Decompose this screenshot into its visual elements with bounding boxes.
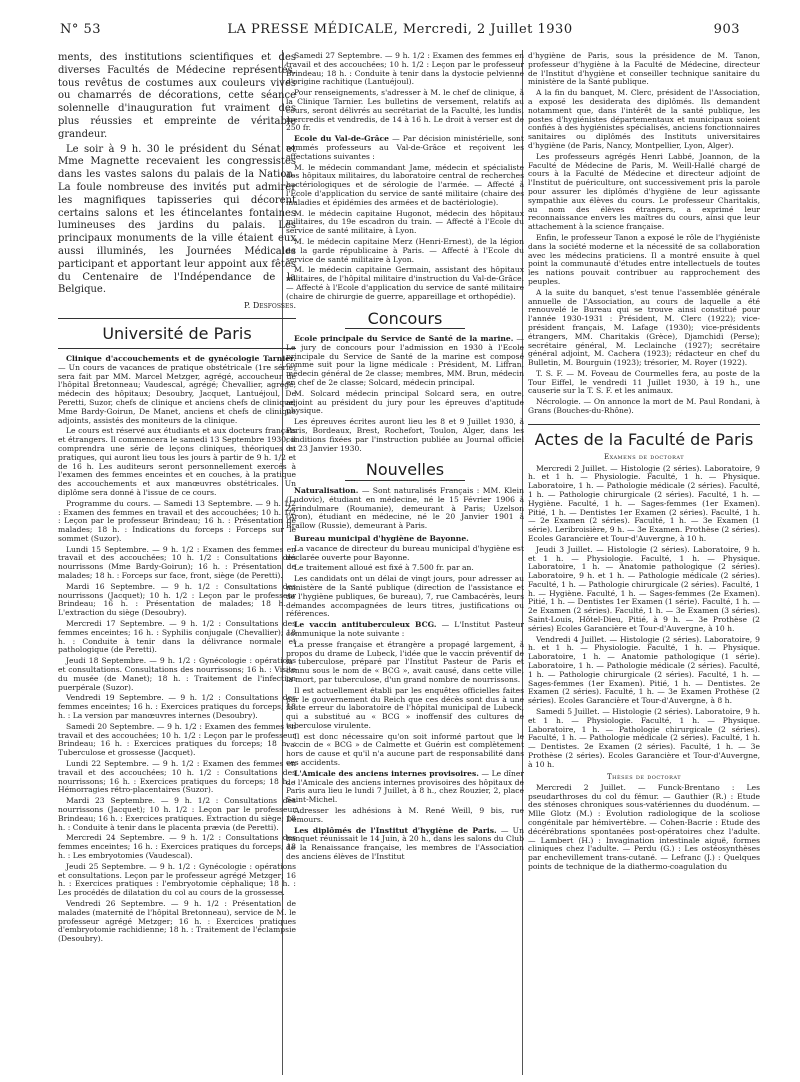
item-text: — Par décision ministérielle, sont nommés professeurs au Val-de-Grâce et reçoivent les affectations suivantes : <box>286 134 524 161</box>
item-text: — Sont naturalisés Français : MM. Klein (Ludovic), étudiant en médecine, né le 15 Février 1906 à Zerindulmare (Roumanie), demeurant à Paris; Uzelson (Aron), étudiant en médecine, né le 20 Janvier 1901 à Braïlow (Russie), demeurant à Paris. <box>286 485 524 531</box>
program-item: Mardi 16 Septembre. — 9 h. 1/2 : Consultations des nourrissons (Jacquet); 10 h. 1/2 : Leçon par le professeur Brindeau; 16 h. : Présentation de malades; 18 h. : L'extraction du siège (Desoubry). <box>58 581 296 618</box>
column-1 <box>58 52 296 1072</box>
exam-entry: Jeudi 3 Juillet. — Histologie (2 séries). Laboratoire, 9 h. et 1 h. — Physiologie. Faculté, 1 h. — Physique. Laboratoire, 1 h. — Anatomie pathologique (2 séries). Laboratoire, 9 h. et 1 h. — Pathologie médicale (2 séries). Faculté, 1 h. — Pathologie chirurgicale (2 séries). Faculté, 1 h. — Hygiène. Faculté, 1 h. — Sages-femmes (2e Examen). Pitié, 1 h. — Dentistes 1er Examen (1 série). Faculté, 1 h. — 2e Examen (2 séries). Faculté, 1 h. — 3e Examen (3 séries). Saint-Louis, Hôtel-Dieu, Pitié, à 9 h. — 3e Prothèse (2 séries) Ecoles Garancière et Tour-d'Auvergne, à 10 h. <box>528 544 760 633</box>
paragraph <box>286 135 524 161</box>
section-title: Nouvelles <box>345 461 465 481</box>
item-heading: Bureau municipal d'hygiène de Bayonne. <box>294 533 469 543</box>
paragraph: Enfin, le professeur Tanon a exposé le rôle de l'hygiéniste dans la société moderne et la nécessité de sa collaboration avec les médecins praticiens. Il a montré ensuite à quel point la communauté d'études entre intellectuels de toutes les nations pouvait contribuer au rapprochement des peuples. <box>528 232 760 286</box>
paragraph: Les candidats ont un délai de vingt jours, pour adresser au ministère de la Santé publique (direction de l'assistance et de l'hygiène publiques, 6e bureau), 7, rue Cambacérès, leurs demandes accompagnées de leurs titres, justifications ou références. <box>286 574 524 619</box>
item-heading: Le vaccin antituberculeux BCG. <box>294 620 437 630</box>
paragraph: Les épreuves écrites auront lieu les 8 et 9 Juillet 1930, à Paris, Bordeaux, Brest, Rochefort, Toulon, Alger, dans les conditions fixées par l'instruction publiée au Journal officiel du 23 Janvier 1930. <box>286 417 524 453</box>
section-title: Université de Paris <box>102 324 252 344</box>
paragraph: La presse française et étrangère a propagé largement, à propos du drame de Lubeck, l'idée que le vaccin préventif de la tuberculose, préparé par l'Institut Pasteur de Paris et connu sous le nom de « BCG », avait causé, dans cette ville, la mort, par tuberculose, d'un grand nombre de nourrissons. <box>286 639 524 684</box>
paragraph: d'hygiène de Paris, sous la présidence de M. Tanon, professeur d'hygiène à la Faculté de Médecine, directeur de l'Institut d'hygiène et conseiller technique sanitaire du ministère de la Santé publique. <box>528 52 760 87</box>
paragraph: M. Solcard médecin principal Solcard sera, en outre, adjoint au président du jury pour les épreuves d'aptitude physique. <box>286 388 524 416</box>
paragraph: Il est actuellement établi par les enquêtes officielles faites par le gouvernement du Reich que ces décès sont dus à une faute erreur du laboratoire de l'hôpital municipal de Lubeck, qui a substitué au « BCG » inoffensif des cultures de tuberculose virulente. <box>286 685 524 730</box>
list-item: M. le médecin capitaine Merz (Henri-Ernest), de la légion de la garde républicaine à Paris. — Affecté à l'Ecole du service de santé militaire à Lyon. <box>286 236 524 264</box>
column-3 <box>528 52 760 1072</box>
paragraph: Nécrologie. — On annonce la mort de M. Paul Rondani, à Grans (Bouches-du-Rhône). <box>528 397 760 416</box>
divider <box>58 318 296 319</box>
column-2 <box>286 52 524 1072</box>
divider <box>528 424 760 425</box>
item-text: — Le dîner de l'Amicale des anciens internes provisoires des hôpitaux de Paris aura lieu le lundi 7 Juillet, à 8 h., chez Rouzier, 2, place Saint-Michel. <box>286 768 524 805</box>
divider <box>58 348 296 349</box>
signature: P. Desfosses. <box>244 301 296 311</box>
subsection-label: Examens de doctorat <box>603 453 685 462</box>
exam-entry: Mercredi 2 Juillet. — Histologie (2 séries). Laboratoire, 9 h. et 1 h. — Physiologie. Faculté, 1 h. — Physique. Laboratoire, 1 h. — Pathologie médicale (2 séries). Faculté, 1 h. — Pathologie chirurgicale (2 séries). Faculté, 1 h. — Hygiène. Faculté, 1 h. — Sages-femmes (1er Examen). Pitié, 1 h. — Dentistes 1er Examen (2 séries). Faculté, 1 h. — 2e Examen (2 séries). Faculté, 1 h. — 3e Examen (1 série). Leribroisière, 9 h. — 3e Examen. Prothèse (2 séries). Ecoles Garancière et Tour-d'Auvergne, à 10 h. <box>528 463 760 543</box>
section-title: Actes de la Faculté de Paris <box>534 429 754 449</box>
program-item: Mardi 23 Septembre. — 9 h. 1/2 : Consultations des nourrissons (Jacquet); 10 h. 1/2 : Leçon par le professeur Brindeau; 16 h. : Exercices pratiques. Extraction du siège; 18 h. : Conduite à tenir dans le placenta prævia (de Peretti). <box>58 796 296 832</box>
item-heading: Naturalisation. <box>294 485 359 495</box>
exam-entry: Vendredi 4 Juillet. — Histologie (2 séries). Laboratoire, 9 h. et 1 h. — Physiologie. Faculté, 1 h. — Physique. Laboratoire, 1 h. — Anatomie pathologique (1 série). Laboratoire, 1 h. — Pathologie médicale (2 séries). Faculté, 1 h. — Pathologie chirurgicale (2 séries). Faculté, 1 h. — Sages-femmes (1er Examen). Pitié, 1 h. — Dentistes. 2e Examen (2 séries). Faculté, 1 h. — 3e Examen Prothèse (2 séries). Ecoles Garancière et Tour-d'Auvergne, à 8 h. <box>528 634 760 706</box>
exam-entry: Samedi 5 Juillet. — Histologie (2 séries). Laboratoire, 9 h. et 1 h. — Physiologie. Faculté, 1 h. — Physique. Laboratoire, 1 h. — Pathologie chirurgicale (2 séries). Faculté, 1 h. — Pathologie médicale (2 séries). Faculté, 1 h. — Dentistes. 2e Examen (2 séries). Faculté, 1 h. — 3e Prothèse (2 séries). Ecoles Garancière et Tour-d'Auvergne, à 10 h. <box>528 707 760 769</box>
item-text: — L'Institut Pasteur communique la note suivante : <box>286 620 524 638</box>
section-title: Concours <box>345 310 465 330</box>
thesis-entry: Mercredi 2 Juillet. — Funck-Brentano : Les pseudarthroses du col du fémur. — Gauthier (R.) : Etude des sténoses chroniques sous-vatériennes du duodénum. — Mlle Glotz (M.) : Evolution radiologique de la scoliose congénitale par hémivertèbre. — Cohen-Bacrie : Etude des décérébrations spontanées post-opératoires chez l'adulte. — Lambert (H.) : Invagination intestinale aiguë, formes cliniques chez l'adulte. — Perdu (G.) : Les ostéosynthèses par enchevillement trans-cutané. — Lefranc (J.) : Quelques points de technique de la diathermo-coagulation du <box>528 782 760 871</box>
item-text: — Un banquet réunissait le 14 Juin, à 20 h., dans les salons du Club de la Renaissance française, les membres de l'Association des anciens élèves de l'Institut <box>286 825 524 862</box>
program-item: Lundi 22 Septembre. — 9 h. 1/2 : Examen des femmes en travail et des accouchées; 10 h. 1/2 : Consultations des nourrissons; 16 h. : Exercices pratiques du forceps; 18 h. : Hémorragies rétro-placentaires (Suzor). <box>58 759 296 795</box>
program-item: Mercredi 17 Septembre. — 9 h. 1/2 : Consultations des femmes enceintes; 16 h. : Syphilis conjugale (Chevallier); 18 h. : Conduite à tenir dans la délivrance normale et pathologique (de Peretti). <box>58 619 296 655</box>
list-item: M. le médecin capitaine Hugonot, médecin des hôpitaux militaires, du 19e escadron du train. — Affecté à l'Ecole du service de santé militaire, à Lyon. <box>286 208 524 236</box>
paragraph: Samedi 27 Septembre. — 9 h. 1/2 : Examen des femmes en travail et des accouchées; 10 h. 1/2 : Leçon par le professeur Brindeau; 18 h. : Conduite à tenir dans la dystocie pelvienne d'origine rachitique (Lantuéjoul). <box>286 52 524 87</box>
program-item: Samedi 20 Septembre. — 9 h. 1/2 : Examen des femmes en travail et des accouchées; 10 h. 1/2 : Leçon par le professeur Brindeau; 16 h. : Exercices pratiques du forceps; 18 h. : Tuberculose et grossesse (Jacquet). <box>58 721 296 758</box>
paragraph: Il est donc nécessaire qu'on soit informé partout que le vaccin de « BCG » de Calmette et Guérin est complètement hors de cause et qu'il n'a aucune part de responsabilité dans ces accidents. <box>286 731 524 768</box>
paragraph: Pour renseignements, s'adresser à M. le chef de clinique, à la Clinique Tarnier. Les bulletins de versement, relatifs au cours, seront délivrés au secrétariat de la Faculté, les lundis, mercredis et vendredis, de 14 à 16 h. Le droit à verser est de 250 fr. <box>286 88 524 133</box>
subsection-label: Thèses de doctorat <box>606 772 682 781</box>
item-text: — Le jury de concours pour l'admission en 1930 à l'Ecole principale du Service de Santé de la marine est composé comme suit pour la ligne médicale : Président, M. Liffran, médecin général de 2e classe; membres, MM. Brun, médecin en chef de 2e classe; Solcard, médecin principal. <box>286 334 524 388</box>
paragraph: T. S. F. — M. Foveau de Courmelles fera, au poste de la Tour Eiffel, le vendredi 11 Juillet 1930, à 19 h., une causerie sur la T. S. F. et les animaux. <box>528 368 760 396</box>
paragraph <box>286 487 524 531</box>
page-number: 903 <box>713 22 740 37</box>
paragraph <box>286 335 524 388</box>
program-item: Vendredi 26 Septembre. — 9 h. 1/2 : Présentation de malades (maternité de l'hôpital Bretonneau), service de M. le professeur agrégé Metzger; 16 h. : Exercices pratiques d'embryotomie rachidienne; 18 h. : Traitement de l'éclampsie (Desoubry). <box>58 898 296 944</box>
paragraph: Le cours est réservé aux étudiants et aux docteurs français et étrangers. Il commencera le samedi 13 Septembre 1930; il comprendra une série de leçons cliniques, théoriques et pratiques, qui auront lieu tous les jours à partir de 9 h. 1/2 et de 16 h. Les auditeurs seront personnellement exercés à l'examen des femmes enceintes et en couches, à la pratique des accouchements et aux manœuvres obstétricales. Un diplôme sera donné à l'issue de ce cours. <box>58 426 296 497</box>
item-heading: Ecole principale du Service de Santé de la marine. <box>294 334 514 344</box>
list-item: M. le médecin commandant Jame, médecin et spécialiste des hôpitaux militaires, du laboratoire central de recherches bactériologiques et de sérologie de l'armée. — Affecté à l'Ecole d'application du service de santé militaire (chaire des maladies et épidémies des armées et de bactériologie). <box>286 162 524 207</box>
paragraph <box>286 621 524 639</box>
item-heading: L'Amicale des anciens internes provisoires. <box>294 768 479 778</box>
item-heading: Les diplômés de l'Institut d'hygiène de Paris. <box>294 825 497 835</box>
running-header <box>60 22 740 38</box>
item-heading: Ecole du Val-de-Grâce <box>294 134 389 144</box>
program-item: Vendredi 19 Septembre. — 9 h. 1/2 : Consultations des femmes enceintes; 16 h. : Exercices pratiques du forceps; 18 h. : La version par manœuvres internes (Desoubry). <box>58 693 296 721</box>
item-text: — Un cours de vacances de pratique obstétricale (1re série) sera fait par MM. Marcel Metzger, agrégé, accoucheur de l'hôpital Bretonneau; Vaudescal, agrégé; Chevallier, agrégé, médecin des hôpitaux; Desoubry, Jacquet, Lantuéjoul, De Peretti, Suzor, chefs de clinique et anciens chefs de clinique; Mme Bardy-Goirun, De Manet, anciens et chefs de clinique adjoints, assistés des moniteurs de la clinique. <box>58 362 296 425</box>
issue-number: N° 53 <box>60 22 102 37</box>
paragraph <box>286 827 524 862</box>
program-item: Mercredi 24 Septembre. — 9 h. 1/2 : Consultations des femmes enceintes; 16 h. : Exercices pratiques du forceps; 18 h. : Les embryotomies (Vaudescal). <box>58 833 296 860</box>
paragraph: A la fin du banquet, M. Clerc, président de l'Association, a exposé les desiderata des diplômés. Ils demandent notamment que, dans l'intérêt de la santé publique, les postes d'hygiénistes départementaux et municipaux soient confiés à des hygiénistes spécialisés, anciens fonctionnaires sanitaires ou diplômés des Instituts universitaires d'hygiène (de Paris, Nancy, Montpellier, Lyon, Alger). <box>528 88 760 150</box>
paragraph: Le traitement alloué est fixé à 7.500 fr. par an. <box>294 563 474 573</box>
program-item: Lundi 15 Septembre. — 9 h. 1/2 : Examen des femmes en travail et des accouchées; 10 h. 1/2 : Consultations des nourrissons (Mme Bardy-Goirun); 16 h. : Présentation de malades; 18 h. : Forceps sur face, front, siège (de Peretti). <box>58 544 296 581</box>
paragraph: La vacance de directeur du bureau municipal d'hygiène est déclarée ouverte pour Bayonne. <box>286 543 524 562</box>
paragraph: Adresser les adhésions à M. René Weill, 9 bis, rue Demours. <box>286 806 524 824</box>
paragraph <box>286 770 524 805</box>
journal-title: LA PRESSE MÉDICALE, Mercredi, 2 Juillet 1930 <box>227 22 573 37</box>
paragraph: Les professeurs agrégés Henri Labbé, Joannon, de la Faculté de Médecine de Paris, M. Weill-Hallé chargé de cours à la Faculté de Médecine et directeur adjoint de l'Institut de puériculture, ont successivement pris la parole pour assurer les diplômés d'hygiène de leur agissante sympathie aux élèves du cours. Le professeur Charitakis, au nom des élèves étrangers, a exprimé leur reconnaissance envers les maîtres du cours, ainsi que leur attachement à la science française. <box>528 151 760 232</box>
list-item: M. le médecin capitaine Germain, assistant des hôpitaux militaires, de l'hôpital militaire d'instruction du Val-de-Grâce. — Affecté à l'Ecole d'application du service de santé militaire (chaire de chirurgie de guerre, appareillage et orthopédie). <box>286 265 524 301</box>
program-item: Programme du cours. — Samedi 13 Septembre. — 9 h. 1/2 : Examen des femmes en travail et des accouchées; 10 h. 1/2 : Leçon par le professeur Brindeau; 16 h. : Présentation de malades; 18 h. : Indications du forceps : Forceps sur le sommet (Suzor). <box>58 498 296 543</box>
paragraph <box>58 355 296 425</box>
program-item: Jeudi 18 Septembre. — 9 h. 1/2 : Gynécologie : opérations et consultations. Consultations des nourrissons; 16 h. : Visite du musée (de Manet); 18 h. : Traitement de l'infection puerpérale (Suzor). <box>58 656 296 692</box>
paragraph: ments, des institutions scientifiques et des diverses Facultés de Médecine représentés, tous revêtus de costumes aux couleurs vives ou chamarrés de décorations, cette séance solennelle d'inauguration fut vraiment des plus réussies et empreinte de véritable grandeur. <box>58 52 296 140</box>
paragraph: Le soir à 9 h. 30 le président du Sénat et Mme Magnette recevaient les congressistes dans les vastes salons du palais de la Nation. La foule nombreuse des invités put admirer les magnifiques tapisseries qui décorent certains salons et les étincelantes fontaines lumineuses des jardins du palais. Les principaux monuments de la ville étaient eux aussi illuminés, les Journées Médicales participant et apportant leur appoint aux fêtes du Centenaire de l'Indépendance de la Belgique. <box>58 143 296 296</box>
item-heading: Clinique d'accouchements et de gynécologie Tarnier. <box>66 353 296 363</box>
paragraph: A la suite du banquet, s'est tenue l'assemblée générale annuelle de l'Association, au cours de laquelle a été renouvelé le Bureau qui se trouve ainsi constitué pour l'année 1930-1931 : Président, M. Clerc (1922); vice-président français, M. Lafage (1930); vice-présidents étrangers, MM. Charitakis (Grèce), Djamchidi (Perse); secrétaire général, M. Leclainche (1927); secrétaire général adjoint, M. Cachera (1923); rédacteur en chef du Bulletin, M. Bourguin (1923); trésorier, M. Royer (1922). <box>528 287 760 368</box>
program-item: Jeudi 25 Septembre. — 9 h. 1/2 : Gynécologie : opérations et consultations. Leçon par le professeur agrégé Metzger; 16 h. : Exercices pratiques : l'embryotomie céphalique; 18 h. : Les procédés de dilatation du col au cours de la grossesse. <box>58 861 296 898</box>
